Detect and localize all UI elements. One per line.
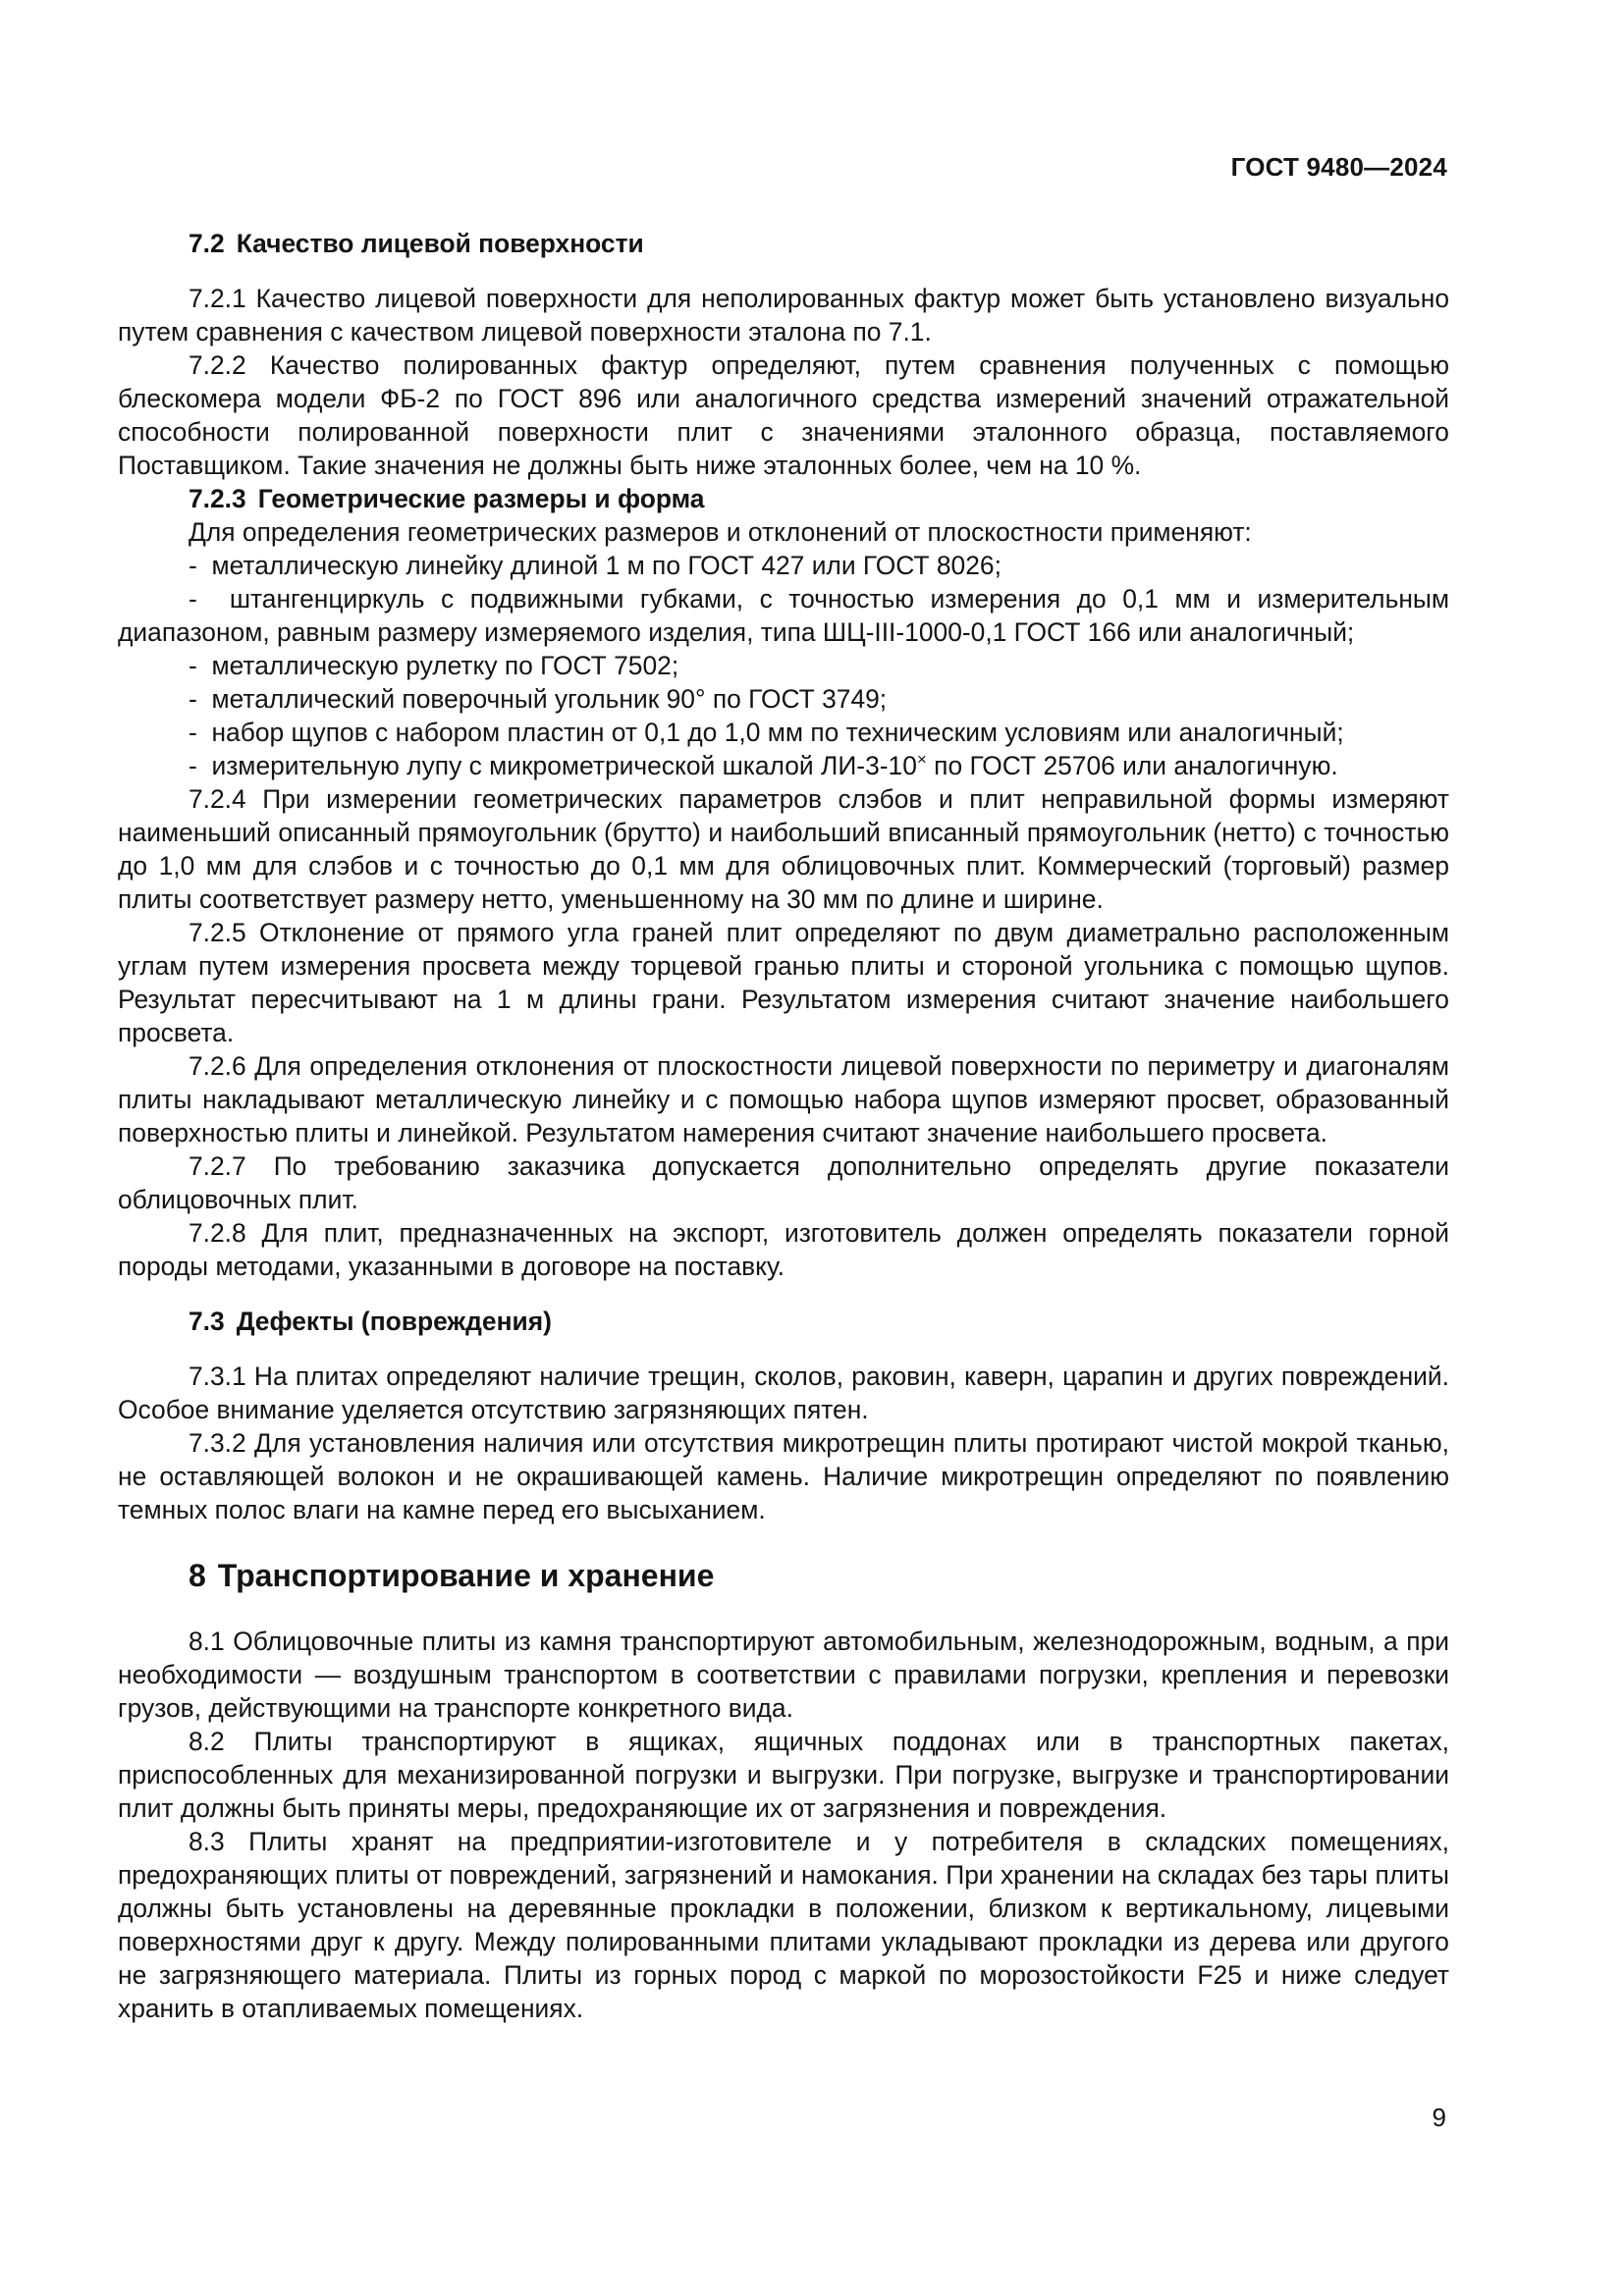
subsection-7-3-heading (118, 1305, 1449, 1338)
paragraph-8-1: 8.1 Облицовочные плиты из камня транспортируют автомобильным, железнодорожным, водным, а при необходимости — воздушным транспортом в соответствии с правилами погрузки, крепления и перевозки грузов, действующими на транспорте конкретного вида. (118, 1627, 1449, 1723)
superscript-times: × (916, 750, 927, 770)
paragraph-7-2-2: 7.2.2 Качество полированных фактур определяют, путем сравнения полученных с помощью блескомера модели ФБ-2 по ГОСТ 896 или аналогичного средства измерений значений отражательной способности полированной поверхности плит с значениями эталонного образца, поставляемого Поставщиком. Такие значения не должны быть ниже эталонных более, чем на 10 %. (118, 350, 1449, 480)
subsection-number: 7.2.3 (189, 484, 246, 513)
paragraph-7-2-4: 7.2.4 При измерении геометрических параметров слэбов и плит неправильной формы измеряют наименьший описанный прямоугольник (брутто) и наибольший вписанный прямоугольник (нетто) с точностью до 1,0 мм для слэбов и с точностью до 0,1 мм для облицовочных плит. Коммерческий (торговый) размер плиты соответствует размеру нетто, уменьшенному на 30 мм по длине и ширине. (118, 784, 1449, 914)
list-item: - металлическую линейку длиной 1 м по ГОСТ 427 или ГОСТ 8026; (189, 551, 1001, 580)
subsection-title: Качество лицевой поверхности (236, 229, 644, 258)
paragraph-8-2: 8.2 Плиты транспортируют в ящиках, ящичных поддонах или в транспортных пакетах, приспособленных для механизированной погрузки и выгрузки. При погрузке, выгрузке и транспортировании плит должны быть приняты меры, предохраняющие их от загрязнения и повреждения. (118, 1727, 1449, 1823)
subsection-number: 7.2 (189, 229, 225, 258)
paragraph-8-3: 8.3 Плиты хранят на предприятии-изготовителе и у потребителя в складских помещениях, предохраняющих плиты от повреждений, загрязнений и намокания. При хранении на складах без тары плиты должны быть установлены на деревянные прокладки в положении, близком к вертикальному, лицевыми поверхностями друг к другу. Между полированными плитами укладывают прокладки из дерева или другого не загрязняющего материала. Плиты из горных пород с маркой по морозостойкости F25 и ниже следует хранить в отапливаемых помещениях. (118, 1827, 1449, 2023)
paragraph-7-3-1: 7.3.1 На плитах определяют наличие трещин, сколов, раковин, каверн, царапин и других повреждений. Особое внимание уделяется отсутствию загрязняющих пятен. (118, 1362, 1449, 1424)
subsection-title: Геометрические размеры и форма (257, 484, 705, 513)
paragraph-7-2-7: 7.2.7 По требованию заказчика допускается дополнительно определять другие показатели облицовочных плит. (118, 1151, 1449, 1214)
subsection-7-2-3-heading (118, 482, 1449, 515)
section-title: Транспортирование и хранение (217, 1558, 715, 1593)
paragraph-7-3-2: 7.3.2 Для установления наличия или отсутствия микротрещин плиты протирают чистой мокрой тканью, не оставляющей волокон и не окрашивающей камень. Наличие микротрещин определяют по появлению темных полос влаги на камне перед его высыханием. (118, 1428, 1449, 1524)
page-number: 9 (1432, 2103, 1446, 2132)
paragraph-7-2-5: 7.2.5 Отклонение от прямого угла граней плит определяют по двум диаметрально расположенным углам путем измерения просвета между торцевой гранью плиты и стороной угольника с помощью щупов. Результат пересчитывают на 1 м длины грани. Результатом измерения считают значение наибольшего просвета. (118, 918, 1449, 1047)
paragraph-7-2-6: 7.2.6 Для определения отклонения от плоскостности лицевой поверхности по периметру и диагоналям плиты накладывают металлическую линейку и с помощью набора щупов измеряют просвет, образованный поверхностью плиты и линейкой. Результатом намерения считают значение наибольшего просвета. (118, 1051, 1449, 1148)
list-item: - штангенциркуль с подвижными губками, с точностью измерения до 0,1 мм и измерительным диапазоном, равным размеру измеряемого изделия, типа ШЦ-III-1000-0,1 ГОСТ 166 или аналогичный; (118, 584, 1449, 647)
subsection-7-2-heading (118, 227, 1449, 260)
list-item: - металлическую рулетку по ГОСТ 7502; (189, 651, 679, 680)
subsection-title: Дефекты (повреждения) (236, 1307, 552, 1336)
paragraph-7-2-8: 7.2.8 Для плит, предназначенных на экспорт, изготовитель должен определять показатели горной породы методами, указанными в договоре на поставку. (118, 1218, 1449, 1281)
section-number: 8 (189, 1558, 206, 1593)
subsection-number: 7.3 (189, 1307, 225, 1336)
list-item: - измерительную лупу с микрометрической шкалой ЛИ-3-10× по ГОСТ 25706 или аналогичную. (189, 750, 1338, 780)
paragraph-7-2-1: 7.2.1 Качество лицевой поверхности для неполированных фактур может быть установлено визуально путем сравнения с качеством лицевой поверхности эталона по 7.1. (118, 284, 1449, 347)
document-code-header: ГОСТ 9480—2024 (1230, 152, 1447, 182)
paragraph-7-2-3-intro: Для определения геометрических размеров и отклонений от плоскостности применяют: (189, 517, 1252, 547)
list-item: - металлический поверочный угольник 90° по ГОСТ 3749; (189, 684, 888, 714)
page-content (118, 227, 1449, 2025)
section-8-heading (118, 1556, 1449, 1595)
list-item: - набор щупов с набором пластин от 0,1 до 1,0 мм по техническим условиям или аналогичный; (189, 718, 1344, 747)
